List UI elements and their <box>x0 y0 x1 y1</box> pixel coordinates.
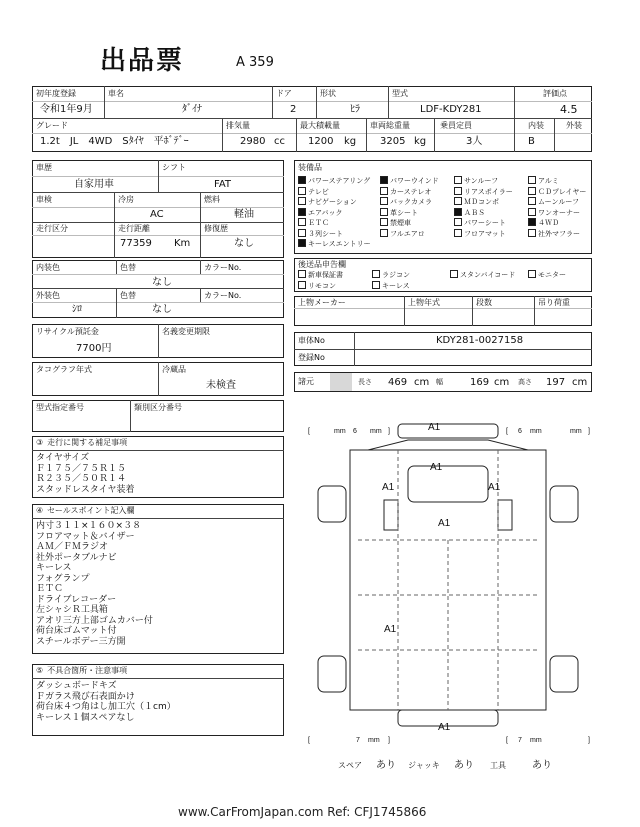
truck-damage-diagram <box>298 420 598 750</box>
equipment-item: 革シート <box>380 208 418 217</box>
equipment-item: パワーウインド <box>380 176 439 185</box>
svg-text:]: ] <box>588 428 590 435</box>
jack-value: あり <box>454 760 474 771</box>
notes-line: ダッシュボードキズ <box>36 681 117 691</box>
exterior-color-label: 外装色 <box>36 291 60 300</box>
postsale-item: リモコン <box>298 281 336 290</box>
notes-section-title <box>36 667 127 675</box>
notes-line: フォグランプ <box>36 573 90 584</box>
capacity-label: 乗員定員 <box>440 121 472 130</box>
length-value: 469 <box>388 377 408 388</box>
tread-top-left: 6 <box>353 428 357 435</box>
repair-history-label: 修復歴 <box>204 224 228 233</box>
svg-text:]: ] <box>388 737 390 744</box>
gvw-label: 車両総重量 <box>370 121 410 130</box>
cooling-label: 冷房 <box>118 195 134 204</box>
grade-value: 1.2t JL 4WD Sﾀｲﾔ 平ﾎﾞﾃﾞｰ <box>40 136 189 147</box>
type-designation-label: 型式指定番号 <box>36 403 84 412</box>
score-value: 4.5 <box>560 103 578 116</box>
equipment-item: パワーステアリング <box>298 176 370 185</box>
displacement-value: 2980 <box>240 136 266 147</box>
damage-mark-left-front: A1 <box>382 482 395 493</box>
notes-line: ＡＭ／ＦＭラジオ <box>36 542 109 552</box>
tools-value: あり <box>532 760 552 771</box>
notes-line: ＥＴＣ <box>36 584 64 594</box>
notes-line: フロアマット＆バイザー <box>36 531 135 542</box>
fuel-label: 燃料 <box>204 195 220 204</box>
displacement-unit: cc <box>274 136 285 147</box>
shift-value: FAT <box>214 179 232 190</box>
interior-label: 内装 <box>528 121 544 130</box>
notes-line: Ｆ１７５／７５Ｒ１５ <box>36 463 127 474</box>
equipment-item: サンルーフ <box>454 176 498 185</box>
notes-line: スタッドレスタイヤ装着 <box>36 484 135 495</box>
tread-mm-5: mm <box>368 737 380 744</box>
equipment-item: 社外マフラー <box>528 229 580 238</box>
max-load-value: 1200 <box>308 136 334 147</box>
notes-line: 内寸３１１×１６０×３８ <box>36 521 142 531</box>
spare-tire-value: あり <box>376 760 396 771</box>
shape-label: 形状 <box>320 89 336 98</box>
postsale-item: 新車保証書 <box>298 270 343 279</box>
interior-color-no-label: カラーNo. <box>204 263 242 272</box>
height-unit: cm <box>572 377 588 388</box>
equipment-item: ３列シート <box>298 229 343 238</box>
postsale-title: 後送品申告欄 <box>298 260 346 269</box>
shift-label: シフト <box>162 163 186 172</box>
tread-top-right: 6 <box>518 428 522 435</box>
notes-section-title <box>36 507 134 515</box>
equipment-item: ナビゲーション <box>298 197 357 206</box>
tread-mm-2: mm <box>370 428 382 435</box>
spare-tire-label: スペア <box>338 761 362 770</box>
notes-line: キーレス <box>36 563 72 573</box>
interior-color-change-label: 色替 <box>120 263 136 272</box>
notes-line: アオリ三方上部ゴムカバー付 <box>36 615 153 626</box>
width-label: 幅 <box>436 378 443 386</box>
width-value: 169 <box>470 377 490 388</box>
tread-mm-4: mm <box>570 428 582 435</box>
door-value: 2 <box>290 104 297 115</box>
equipment-title: 装備品 <box>298 163 322 172</box>
footer-watermark: www.CarFromJapan.com Ref: CFJ1745866 <box>178 805 427 819</box>
reg-value: 令和1年9月 <box>40 104 93 115</box>
exterior-color-no-label: カラーNo. <box>204 291 242 300</box>
equipment-item: パワーシート <box>454 218 506 227</box>
notes-line: ドライブレコーダー <box>36 594 117 605</box>
dimensions-label: 諸元 <box>298 377 314 386</box>
tread-bottom-right: 7 <box>518 737 522 744</box>
crane-stage-label: 段数 <box>476 298 492 307</box>
length-label: 長さ <box>358 378 372 386</box>
height-label: 高さ <box>518 378 532 386</box>
history-label: 車歴 <box>36 163 52 172</box>
damage-mark-windshield: A1 <box>430 462 443 473</box>
door-label: ドア <box>276 89 292 98</box>
interior-grade-value: B <box>528 136 535 147</box>
exterior-color-change-label: 色替 <box>120 291 136 300</box>
exterior-color-change-value: なし <box>152 304 172 315</box>
interior-color-value: なし <box>152 277 172 288</box>
refrigeration-value: 未検査 <box>206 380 236 391</box>
equipment-item: キーレスエントリー <box>298 239 371 248</box>
tread-mm-6: mm <box>530 737 542 744</box>
svg-text:]: ] <box>588 737 590 744</box>
equipment-item: ワンオーナー <box>528 208 580 217</box>
repair-history-value: なし <box>234 238 254 249</box>
equipment-item: ムーンルーフ <box>528 197 579 206</box>
exterior-label: 外装 <box>566 121 582 130</box>
model-label: 型式 <box>392 89 408 98</box>
damage-mark-bed-front: A1 <box>438 518 451 529</box>
equipment-item: バックカメラ <box>380 197 432 206</box>
car-name-label: 車名 <box>108 89 124 98</box>
recycle-fee-label: リサイクル預託金 <box>36 327 99 336</box>
equipment-item: アルミ <box>528 176 559 185</box>
notes-line: Ｆガラス飛び石表面かけ <box>36 691 135 702</box>
crane-load-label: 吊り荷重 <box>538 298 570 307</box>
registration-no-label: 登録No <box>298 353 325 362</box>
notes-section-label: セールスポイント記入欄 <box>47 506 135 515</box>
displacement-label: 排気量 <box>226 121 250 130</box>
mileage-unit: Km <box>174 238 191 249</box>
notes-line: 荷台床４つ角はし加工穴（１cm） <box>36 702 176 712</box>
interior-color-label: 内装色 <box>36 263 60 272</box>
notes-line: 社外ポータブルナビ <box>36 552 117 563</box>
chassis-no-label: 車体No <box>298 336 325 345</box>
gvw-unit: kg <box>414 136 427 147</box>
jack-label: ジャッキ <box>408 761 440 770</box>
inspection-label: 車検 <box>36 195 52 204</box>
equipment-item: ＭＤコンポ <box>454 197 499 206</box>
equipment-item: フルエアロ <box>380 229 425 238</box>
equipment-item: エアバック <box>298 208 342 217</box>
fuel-value: 軽油 <box>234 209 254 220</box>
notes-line: キーレス１個スペアなし <box>36 712 135 723</box>
svg-text:[: [ <box>506 428 508 435</box>
lot-number: A 359 <box>236 55 274 70</box>
svg-text:[: [ <box>506 737 508 744</box>
equipment-item: ４ＷＤ <box>528 218 559 227</box>
equipment-item: ＥＴＣ <box>298 218 329 227</box>
exterior-color-value: ｼﾛ <box>72 304 82 315</box>
notes-line: Ｒ２３５／５０Ｒ１４ <box>36 474 127 484</box>
notes-line: 左シャシＲ工具箱 <box>36 605 108 615</box>
gvw-value: 3205 <box>380 136 406 147</box>
postsale-item: スタンバイコード <box>450 270 515 279</box>
car-name-value: ﾀﾞｲﾅ <box>182 104 202 115</box>
shape-value: ﾋﾗ <box>350 104 360 115</box>
notes-section-number: ⑤ <box>36 666 44 675</box>
tread-mm-3: mm <box>530 428 542 435</box>
notes-section-title <box>36 439 127 447</box>
equipment-item: リアスポイラー <box>454 187 513 196</box>
mileage-value: 77359 <box>120 238 152 249</box>
model-value: LDF-KDY281 <box>420 104 482 115</box>
grade-label: グレード <box>36 121 68 130</box>
svg-text:[: [ <box>308 428 310 435</box>
recycle-fee-value: 7700円 <box>76 343 112 354</box>
equipment-item: ＡＢＳ <box>454 208 485 217</box>
max-load-label: 最大積載量 <box>300 121 340 130</box>
tread-mm-1: mm <box>334 428 346 435</box>
mileage-label: 走行距離 <box>118 224 150 233</box>
notes-section-number: ④ <box>36 506 44 515</box>
equipment-item: フロアマット <box>454 229 506 238</box>
postsale-item: モニター <box>528 270 566 279</box>
form-title: 出品票 <box>100 46 185 76</box>
equipment-item: ＣＤプレイヤー <box>528 187 586 196</box>
history-value: 自家用車 <box>74 179 114 190</box>
equipment-item: カーステレオ <box>380 187 431 196</box>
postsale-item: ラジコン <box>372 270 410 279</box>
tools-label: 工具 <box>490 761 506 770</box>
tread-bottom-left: 7 <box>356 737 360 744</box>
refrigeration-label: 冷蔵品 <box>162 365 186 374</box>
cooling-value: AC <box>150 209 164 220</box>
damage-mark-rear: A1 <box>438 722 451 733</box>
score-label: 評価点 <box>543 89 567 98</box>
width-unit: cm <box>494 377 510 388</box>
equipment-item: 禁煙車 <box>380 218 411 227</box>
notes-line: タイヤサイズ <box>36 453 90 463</box>
body-year-label: 上物年式 <box>408 298 440 307</box>
reg-label: 初年度登録 <box>36 89 76 98</box>
height-value: 197 <box>546 377 566 388</box>
mileage-category-label: 走行区分 <box>36 224 68 233</box>
name-change-deadline-label: 名義変更期限 <box>162 327 210 336</box>
max-load-unit: kg <box>344 136 357 147</box>
capacity-value: 3人 <box>466 136 483 147</box>
notes-line: 荷台床ゴムマット付 <box>36 626 117 636</box>
classification-label: 類別区分番号 <box>134 403 182 412</box>
equipment-item: テレビ <box>298 187 329 196</box>
chassis-no-value: KDY281-0027158 <box>436 335 524 346</box>
body-maker-label: 上物メーカー <box>298 298 346 307</box>
length-unit: cm <box>414 377 430 388</box>
postsale-item: キーレス <box>372 281 410 290</box>
svg-text:]: ] <box>388 428 390 435</box>
notes-section-label: 走行に関する補足事項 <box>47 438 128 447</box>
tachograph-year-label: タコグラフ年式 <box>36 365 92 374</box>
damage-mark-right-front: A1 <box>488 482 501 493</box>
notes-line: スチールボデー三方開 <box>36 636 126 647</box>
svg-text:[: [ <box>308 737 310 744</box>
damage-mark-top: A1 <box>428 422 441 433</box>
notes-section-number: ③ <box>36 438 44 447</box>
damage-mark-bed-left: A1 <box>384 624 397 635</box>
notes-section-label: 不具合箇所・注意事項 <box>47 666 128 675</box>
